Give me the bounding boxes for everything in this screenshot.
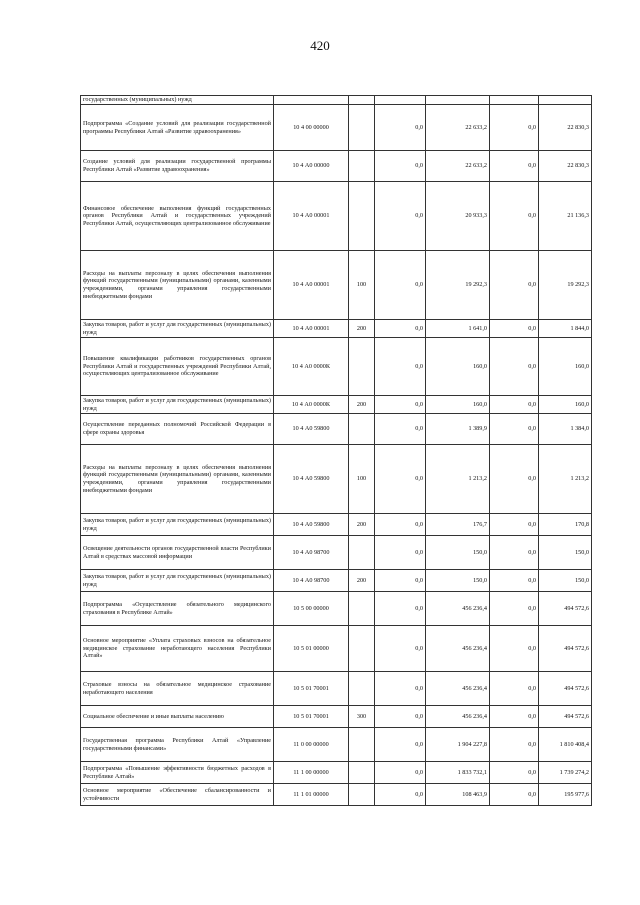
expense-type — [349, 105, 375, 151]
table-row — [81, 592, 592, 626]
amount-col-2: 1 641,0 — [426, 320, 490, 338]
amount-col-3: 0,0 — [490, 672, 539, 706]
amount-col-3: 0,0 — [490, 592, 539, 626]
amount-col-3: 0,0 — [490, 445, 539, 514]
table-row — [81, 626, 592, 672]
table-row — [81, 445, 592, 514]
table-row — [81, 728, 592, 762]
budget-code: 10 4 А0 0000К — [274, 338, 349, 396]
amount-col-3: 0,0 — [490, 151, 539, 182]
amount-col-2: 1 213,2 — [426, 445, 490, 514]
amount-col-1: 0,0 — [375, 706, 426, 728]
amount-col-3: 0,0 — [490, 536, 539, 570]
item-name: государственных (муниципальных) нужд — [81, 96, 274, 105]
budget-code: 10 4 00 00000 — [274, 105, 349, 151]
amount-col-3: 0,0 — [490, 251, 539, 320]
amount-col-4: 22 830,3 — [539, 151, 592, 182]
budget-code: 10 4 А0 00001 — [274, 182, 349, 251]
amount-col-3: 0,0 — [490, 320, 539, 338]
table-row — [81, 320, 592, 338]
amount-col-2: 456 236,4 — [426, 592, 490, 626]
item-name: Осуществление переданных полномочий Российской Федерации в сфере охраны здоровья — [81, 414, 274, 445]
table-row — [81, 338, 592, 396]
amount-col-4: 1 213,2 — [539, 445, 592, 514]
amount-col-4 — [539, 96, 592, 105]
expense-type: 200 — [349, 570, 375, 592]
item-name: Создание условий для реализации государственной программы Республики Алтай «Развитие здравоохранения» — [81, 151, 274, 182]
amount-col-4: 170,8 — [539, 514, 592, 536]
amount-col-2: 22 633,2 — [426, 105, 490, 151]
item-name: Подпрограмма «Создание условий для реализации государственной программы Республики Алтай «Развитие здравоохранения» — [81, 105, 274, 151]
amount-col-4: 494 572,6 — [539, 706, 592, 728]
amount-col-1: 0,0 — [375, 514, 426, 536]
amount-col-2 — [426, 96, 490, 105]
amount-col-4: 160,0 — [539, 396, 592, 414]
amount-col-1: 0,0 — [375, 728, 426, 762]
amount-col-1: 0,0 — [375, 784, 426, 806]
item-name: Расходы на выплаты персоналу в целях обеспечения выполнения функций государственными (муниципальными) органами, казенными учреждениями, органами управления государственными внебюджетными фондами — [81, 251, 274, 320]
amount-col-2: 160,0 — [426, 338, 490, 396]
amount-col-3: 0,0 — [490, 514, 539, 536]
amount-col-4: 1 810 408,4 — [539, 728, 592, 762]
expense-type: 200 — [349, 514, 375, 536]
budget-table — [80, 95, 592, 806]
item-name: Основное мероприятие «Уплата страховых взносов на обязательное медицинское страхование неработающего населения Республики Алтай» — [81, 626, 274, 672]
amount-col-2: 1 833 732,1 — [426, 762, 490, 784]
expense-type — [349, 672, 375, 706]
amount-col-3: 0,0 — [490, 338, 539, 396]
expense-type — [349, 338, 375, 396]
item-name: Подпрограмма «Осуществление обязательного медицинского страхования в Республике Алтай» — [81, 592, 274, 626]
expense-type — [349, 728, 375, 762]
item-name: Основное мероприятие «Обеспечение сбалансированности и устойчивости — [81, 784, 274, 806]
item-name: Государственная программа Республики Алтай «Управление государственными финансами» — [81, 728, 274, 762]
amount-col-4: 19 292,3 — [539, 251, 592, 320]
table-row — [81, 414, 592, 445]
budget-code: 11 0 00 00000 — [274, 728, 349, 762]
amount-col-1 — [375, 96, 426, 105]
expense-type — [349, 592, 375, 626]
expense-type — [349, 182, 375, 251]
amount-col-2: 150,0 — [426, 570, 490, 592]
item-name: Закупка товаров, работ и услуг для государственных (муниципальных) нужд — [81, 320, 274, 338]
amount-col-1: 0,0 — [375, 672, 426, 706]
budget-code: 10 4 А0 00001 — [274, 251, 349, 320]
amount-col-4: 150,0 — [539, 536, 592, 570]
table-row — [81, 536, 592, 570]
amount-col-4: 21 136,3 — [539, 182, 592, 251]
amount-col-3: 0,0 — [490, 784, 539, 806]
amount-col-2: 176,7 — [426, 514, 490, 536]
amount-col-1: 0,0 — [375, 762, 426, 784]
table-row — [81, 96, 592, 105]
budget-code: 10 4 А0 98700 — [274, 536, 349, 570]
amount-col-1: 0,0 — [375, 570, 426, 592]
budget-code: 10 5 01 00000 — [274, 626, 349, 672]
amount-col-1: 0,0 — [375, 338, 426, 396]
amount-col-4: 1 384,0 — [539, 414, 592, 445]
amount-col-3: 0,0 — [490, 728, 539, 762]
expense-type — [349, 96, 375, 105]
budget-code: 10 4 А0 59800 — [274, 414, 349, 445]
amount-col-4: 22 830,3 — [539, 105, 592, 151]
amount-col-4: 1 739 274,2 — [539, 762, 592, 784]
amount-col-3 — [490, 96, 539, 105]
amount-col-3: 0,0 — [490, 182, 539, 251]
amount-col-2: 1 904 227,8 — [426, 728, 490, 762]
amount-col-3: 0,0 — [490, 626, 539, 672]
amount-col-2: 456 236,4 — [426, 706, 490, 728]
amount-col-2: 108 463,9 — [426, 784, 490, 806]
expense-type: 100 — [349, 251, 375, 320]
amount-col-1: 0,0 — [375, 414, 426, 445]
amount-col-3: 0,0 — [490, 762, 539, 784]
amount-col-1: 0,0 — [375, 445, 426, 514]
item-name: Закупка товаров, работ и услуг для государственных (муниципальных) нужд — [81, 570, 274, 592]
item-name: Закупка товаров, работ и услуг для государственных (муниципальных) нужд — [81, 514, 274, 536]
amount-col-4: 1 844,0 — [539, 320, 592, 338]
amount-col-4: 160,0 — [539, 338, 592, 396]
amount-col-1: 0,0 — [375, 105, 426, 151]
amount-col-1: 0,0 — [375, 626, 426, 672]
budget-code: 10 4 А0 0000К — [274, 396, 349, 414]
amount-col-2: 1 389,9 — [426, 414, 490, 445]
budget-code: 10 5 00 00000 — [274, 592, 349, 626]
amount-col-4: 150,0 — [539, 570, 592, 592]
amount-col-2: 20 933,3 — [426, 182, 490, 251]
budget-code: 10 5 01 70001 — [274, 706, 349, 728]
amount-col-1: 0,0 — [375, 251, 426, 320]
table-row — [81, 105, 592, 151]
amount-col-1: 0,0 — [375, 320, 426, 338]
amount-col-2: 150,0 — [426, 536, 490, 570]
table-row — [81, 151, 592, 182]
amount-col-1: 0,0 — [375, 151, 426, 182]
amount-col-4: 494 572,6 — [539, 672, 592, 706]
amount-col-1: 0,0 — [375, 536, 426, 570]
item-name: Закупка товаров, работ и услуг для государственных (муниципальных) нужд — [81, 396, 274, 414]
item-name: Расходы на выплаты персоналу в целях обеспечения выполнения функций государственными (муниципальными) органами, казенными учреждениями, органами управления государственными внебюджетными фондами — [81, 445, 274, 514]
budget-code: 10 4 А0 00001 — [274, 320, 349, 338]
item-name: Финансовое обеспечение выполнения функций государственных органов Республики Алтай и государственных учреждений Республики Алтай, осуществляющих централизованное обслуживание — [81, 182, 274, 251]
amount-col-2: 456 236,4 — [426, 672, 490, 706]
amount-col-1: 0,0 — [375, 182, 426, 251]
table-row — [81, 514, 592, 536]
item-name: Страховые взносы на обязательное медицинское страхование неработающего населения — [81, 672, 274, 706]
expense-type: 100 — [349, 445, 375, 514]
table-row — [81, 784, 592, 806]
expense-type — [349, 414, 375, 445]
amount-col-3: 0,0 — [490, 570, 539, 592]
table-row — [81, 182, 592, 251]
expense-type — [349, 536, 375, 570]
expense-type: 200 — [349, 396, 375, 414]
amount-col-4: 494 572,6 — [539, 626, 592, 672]
budget-code: 10 4 А0 59800 — [274, 514, 349, 536]
table-row — [81, 672, 592, 706]
expense-type — [349, 762, 375, 784]
amount-col-2: 160,0 — [426, 396, 490, 414]
table-row — [81, 396, 592, 414]
table-row — [81, 251, 592, 320]
budget-code: 10 5 01 70001 — [274, 672, 349, 706]
table-row — [81, 570, 592, 592]
budget-code: 11 1 01 00000 — [274, 784, 349, 806]
amount-col-4: 494 572,6 — [539, 592, 592, 626]
budget-code: 10 4 А0 98700 — [274, 570, 349, 592]
expense-type — [349, 626, 375, 672]
budget-table-body — [81, 96, 592, 806]
budget-code: 10 4 А0 59800 — [274, 445, 349, 514]
expense-type — [349, 784, 375, 806]
item-name: Освещение деятельности органов государственной власти Республики Алтай в средствах массовой информации — [81, 536, 274, 570]
expense-type: 200 — [349, 320, 375, 338]
amount-col-3: 0,0 — [490, 414, 539, 445]
table-row — [81, 762, 592, 784]
item-name: Социальное обеспечение и иные выплаты населению — [81, 706, 274, 728]
page-number: 420 — [310, 38, 330, 53]
amount-col-1: 0,0 — [375, 592, 426, 626]
item-name: Подпрограмма «Повышение эффективности бюджетных расходов в Республике Алтай» — [81, 762, 274, 784]
amount-col-3: 0,0 — [490, 105, 539, 151]
table-row — [81, 706, 592, 728]
amount-col-3: 0,0 — [490, 396, 539, 414]
expense-type: 300 — [349, 706, 375, 728]
budget-code: 10 4 А0 00000 — [274, 151, 349, 182]
expense-type — [349, 151, 375, 182]
budget-code — [274, 96, 349, 105]
amount-col-4: 195 977,6 — [539, 784, 592, 806]
item-name: Повышение квалификации работников государственных органов Республики Алтай и государственных учреждений Республики Алтай, осуществляющих централизованное обслуживание — [81, 338, 274, 396]
budget-code: 11 1 00 00000 — [274, 762, 349, 784]
amount-col-3: 0,0 — [490, 706, 539, 728]
amount-col-2: 22 633,2 — [426, 151, 490, 182]
amount-col-2: 19 292,3 — [426, 251, 490, 320]
amount-col-2: 456 236,4 — [426, 626, 490, 672]
amount-col-1: 0,0 — [375, 396, 426, 414]
